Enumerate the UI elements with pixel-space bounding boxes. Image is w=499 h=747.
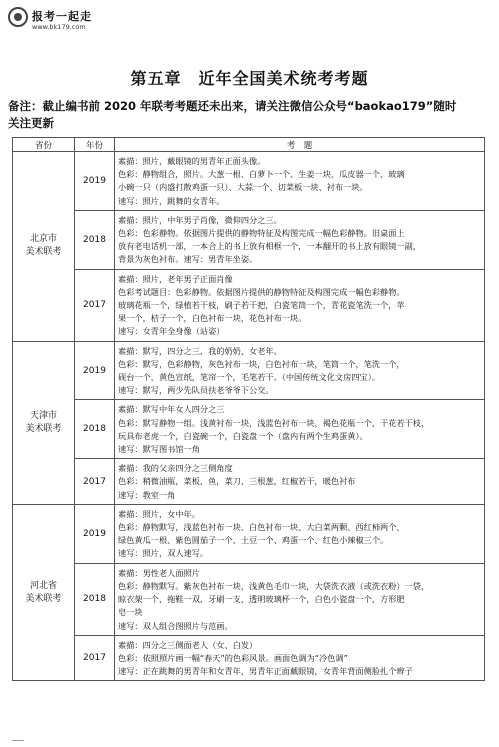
question-line: 速写：正在跳舞的男青年和女青年，男青年正面戴眼镜，女青年背面侧脸扎个辫子 [118, 666, 413, 677]
table-header-row [13, 138, 485, 152]
table-row [13, 459, 485, 505]
question-line: 色彩：稍微油瓶，菜板，鱼，菜刀，三根葱，红椒若干，暖色衬布 [118, 476, 356, 487]
question-line: 砚台一个，黄色宣纸，笔帘一个，毛笔若干。（中国传统文化文房四宝）。 [118, 372, 380, 383]
year-cell: 2019 [75, 152, 115, 211]
table-row [13, 635, 485, 681]
province-name: 天津市 [29, 410, 57, 421]
note-line: 关注更新 [8, 116, 54, 130]
header-province: 省份 [13, 138, 75, 152]
questions-cell [115, 400, 485, 459]
year-cell: 2019 [75, 504, 115, 563]
page-edge-mark [12, 740, 24, 745]
table-row [13, 152, 485, 211]
question-line: 速写：默写图书馆一角 [118, 444, 200, 455]
question-line: 皂一块 [118, 607, 143, 618]
question-line: 绿色黄瓜一根、紫色圆茄子一个、土豆一个、鸡蛋一个、红色小辣椒三个。 [118, 535, 389, 546]
header-year: 年份 [75, 138, 115, 152]
question-line: 色彩考试题目：色彩静物。依据图片提供的静物特征及构图完成一幅色彩静物。 [118, 286, 405, 297]
question-line: 素描：四分之三侧面老人（女、白发） [118, 639, 258, 650]
province-name: 美术联考 [25, 247, 62, 258]
note-line: 备注：截止编书前 2020 年联考考题还未出来，请关注微信公众号“baokao179”随时 [8, 99, 457, 113]
question-line: 速写：照片，双人速写。 [118, 548, 209, 559]
questions-cell [115, 504, 485, 563]
question-line: 晾衣架一个，拖鞋一双，牙刷一支，透明玻璃杯一个，白色小瓷盘一个，方形肥 [118, 594, 405, 605]
questions-cell [115, 635, 485, 681]
question-line: 素描：照片，女中年。 [118, 508, 200, 519]
question-line: 素描：默写中年女人四分之三 [118, 404, 225, 415]
question-line: 素描：男性老人面照片 [118, 567, 200, 578]
question-line: 素描：照片，老年男子正面肖像 [118, 273, 233, 284]
year-cell: 2018 [75, 400, 115, 459]
year-cell: 2018 [75, 563, 115, 635]
question-line: 色彩：默写静物一组。浅黄衬布一块，浅蓝色衬布一块，褐色花瓶一个，干花若干枝， [118, 417, 430, 428]
question-line: 速写：女青年全身像（站姿） [118, 326, 225, 337]
table-row [13, 269, 485, 341]
table-body [13, 152, 485, 681]
questions-cell [115, 152, 485, 211]
question-line: 速写：照片，跳舞的女青年。 [118, 195, 225, 206]
header-questions: 考 题 [115, 138, 485, 152]
question-line: 玩具布老虎一个，白瓷碗一个，白瓷盘一个（盘内有两个生鸡蛋黄）。 [118, 430, 368, 441]
question-line: 玻璃花瓶一个，绿植若干枝，刷子若干把，白瓷笔筒一个，青花瓷笔洗一个，苹 [118, 300, 405, 311]
logo-mark-icon [8, 7, 28, 27]
question-line: 放有老电话机一部，一本合上的书上放有相框一个，一本翻开的书上放有眼镜一副， [118, 241, 421, 252]
questions-cell [115, 269, 485, 341]
province-name: 河北省 [29, 580, 57, 591]
question-line: 素描：我的父亲四分之三侧角度 [118, 463, 233, 474]
table-row [13, 210, 485, 269]
question-line: 色彩：静物默写。紫灰色衬布一块，浅黄色毛巾一块，大袋洗衣液（或洗衣粉）一袋， [118, 580, 430, 591]
logo-url: www.bk179.com [32, 23, 86, 31]
question-line: 素描：照片，中年男子肖像，微仰四分之三。 [118, 214, 282, 225]
question-line: 素描：照片，戴眼镜的男青年正面头像。 [118, 156, 266, 166]
question-line: 色彩：静物默写，浅蓝色衬布一块、白色衬布一块、大白菜两颗、西红柿两个、 [118, 522, 405, 533]
site-logo [8, 6, 128, 36]
logo-name: 报考一起走 [32, 10, 92, 23]
questions-cell [115, 210, 485, 269]
question-line: 小碗一只（内盛打散鸡蛋一只）、大蒜一个、切菜板一块、衬布一块。 [118, 182, 368, 193]
province-name: 美术联考 [25, 593, 62, 604]
question-line: 色彩：静物组合，照片。大葱一根、白萝卜一个、生姜一块、瓜皮器一个、玻璃 [118, 169, 405, 180]
province-name: 北京市 [29, 234, 57, 245]
exam-table [12, 137, 485, 681]
table-row [13, 563, 485, 635]
year-cell: 2018 [75, 210, 115, 269]
chapter-title: 第五章 近年全国美术统考考题 [130, 69, 369, 88]
question-line: 速写：默写，两少先队员扶老爷爷下公交。 [118, 385, 274, 396]
year-cell: 2017 [75, 635, 115, 681]
year-cell: 2017 [75, 269, 115, 341]
province-cell [13, 341, 75, 504]
question-line: 色彩：依照照片画一幅“春天”的色彩风景。画面色调为“冷色调” [118, 652, 348, 663]
province-cell [13, 152, 75, 342]
question-line: 色彩：默写，色彩静物，灰色衬布一块，白色衬布一块，笔筒一个，笔洗一个， [118, 358, 405, 369]
province-cell [13, 504, 75, 680]
year-cell: 2017 [75, 459, 115, 505]
question-line: 速写：双人组合图照片与范画。 [118, 620, 233, 631]
questions-cell [115, 341, 485, 400]
question-line: 色彩：色彩静物。依据图片提供的静物特征及构图完成一幅色彩静物。旧桌面上 [118, 228, 405, 239]
table-row [13, 341, 485, 400]
question-line: 速写：教室一角 [118, 489, 176, 500]
question-line: 素描：默写，四分之三，我的奶奶，女老年。 [118, 345, 282, 356]
question-line: 背景为灰色衬布。速写：男青年坐姿。 [118, 254, 258, 265]
table-row [13, 504, 485, 563]
questions-cell [115, 459, 485, 505]
update-note [8, 98, 494, 132]
year-cell: 2019 [75, 341, 115, 400]
question-line: 果一个，桔子一个，白色衬布一块，花色衬布一块。 [118, 313, 307, 324]
table-row [13, 400, 485, 459]
province-name: 美术联考 [25, 423, 62, 434]
questions-cell [115, 563, 485, 635]
